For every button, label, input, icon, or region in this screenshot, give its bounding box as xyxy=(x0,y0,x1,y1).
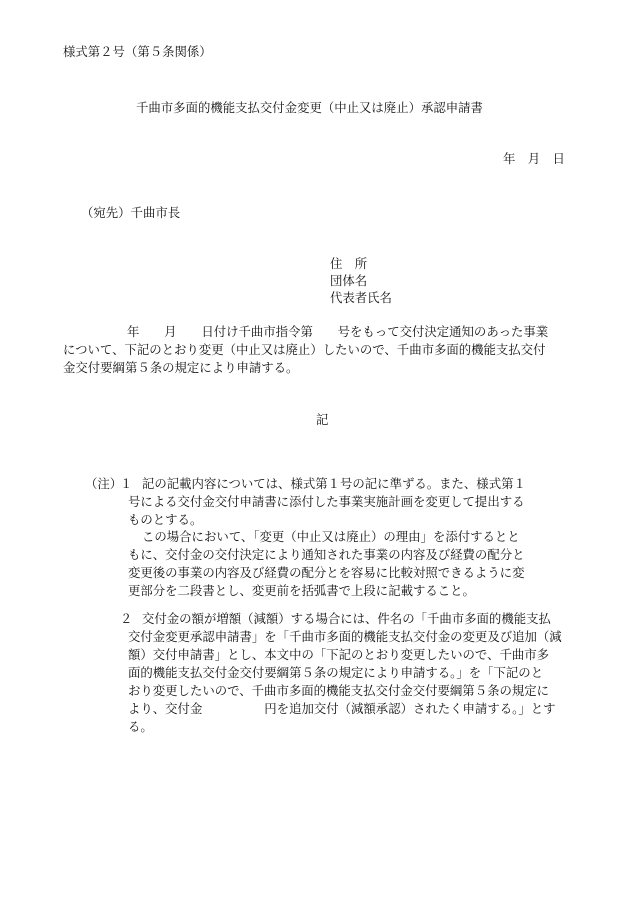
date-field: 年 月 日 xyxy=(503,151,565,166)
note-line: 記の記載内容については、様式第１号の記に準ずる。また、様式第１ xyxy=(142,476,526,491)
note-line: この場合において、「変更（中止又は廃止）の理由」を添付するとと xyxy=(142,529,520,544)
representative-name-label: 代表者氏名 xyxy=(330,290,392,305)
body-line: 年 月 日付け千曲市指令第 号をもって交付決定通知のあった事業 xyxy=(127,324,549,339)
note-line: る。 xyxy=(128,719,153,734)
note-line: 変更後の事業の内容及び経費の配分とを容易に比較対照できるように変 xyxy=(128,565,525,580)
addressee: （宛先）千曲市長 xyxy=(81,205,181,220)
note-line: 交付金変更承認申請書」を「千曲市多面的機能支払交付金の変更及び追加（減 xyxy=(128,629,562,644)
note-line: 交付金の額が増額（減額）する場合には、件名の「千曲市多面的機能支払 xyxy=(142,611,551,626)
note-line: 面的機能支払交付金交付要綱第５条の規定により申請する。」を「下記のと xyxy=(128,665,544,680)
notes-label: （注） xyxy=(85,476,123,491)
note-line: おり変更したいので、千曲市多面的機能支払交付金交付要綱第５条の規定に xyxy=(128,683,550,698)
note-line: より、交付金 円を追加交付（減額承認）されたく申請する。」とす xyxy=(128,701,556,716)
body-line: について、下記のとおり変更（中止又は廃止）したいので、千曲市多面的機能支払交付 xyxy=(63,342,546,357)
note-1-number: １ xyxy=(120,476,133,491)
ki-heading: 記 xyxy=(316,412,329,427)
body-line: 金交付要綱第５条の規定により申請する。 xyxy=(63,360,299,375)
note-line: ものとする。 xyxy=(128,512,203,527)
note-2-number: ２ xyxy=(120,611,133,626)
group-name-label: 団体名 xyxy=(330,273,368,288)
document-title: 千曲市多面的機能支払交付金変更（中止又は廃止）承認申請書 xyxy=(136,100,483,115)
note-line: もに、交付金の交付決定により通知された事業の内容及び経費の配分と xyxy=(128,547,525,562)
form-number: 様式第２号（第５条関係） xyxy=(63,44,212,59)
address-label: 住 所 xyxy=(330,256,368,271)
note-line: 号による交付金交付申請書に添付した事業実施計画を変更して提出する xyxy=(128,494,525,509)
note-line: 額）交付申請書」とし、本文中の「下記のとおり変更したいので、千曲市多 xyxy=(128,647,550,662)
note-line: 更部分を二段書とし、変更前を括弧書で上段に記載すること。 xyxy=(128,583,475,598)
